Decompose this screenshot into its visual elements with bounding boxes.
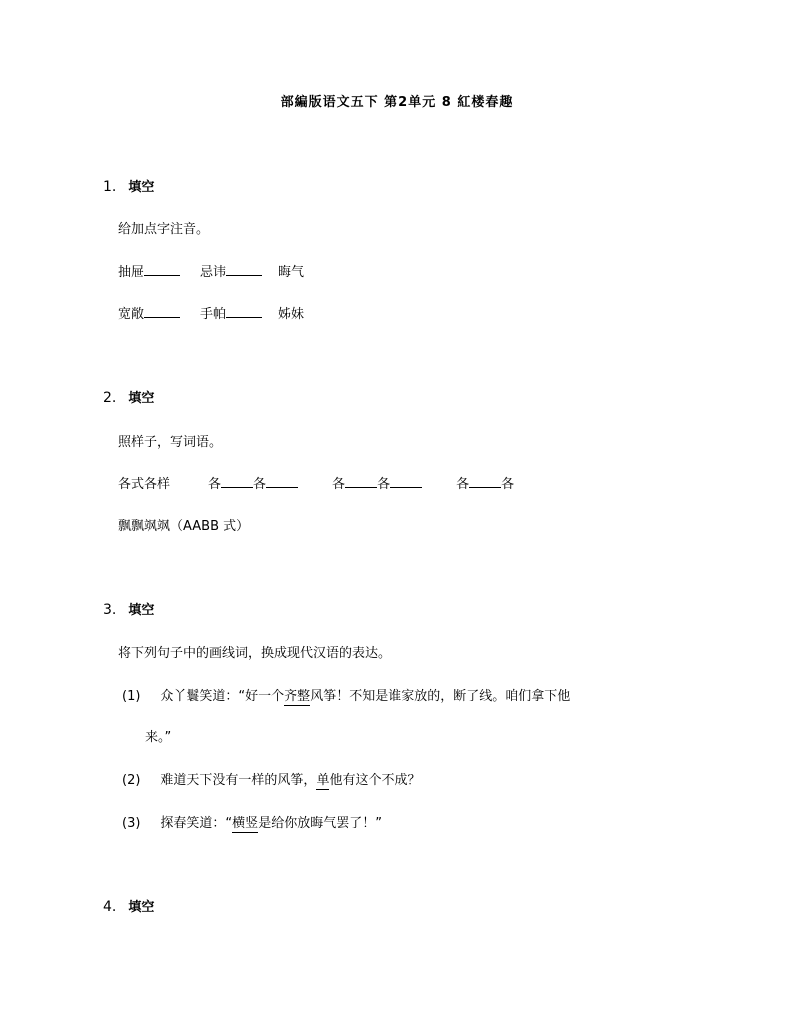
example-word: 各式各样 (118, 477, 171, 492)
answer-blank[interactable] (266, 475, 298, 488)
question-type: 填空 (128, 180, 155, 195)
question-2-example-2: 飘飘飒飒（AABB 式） (118, 519, 250, 534)
question-2-instruction: 照样子，写词语。 (118, 435, 223, 450)
question-2-header (103, 387, 154, 406)
item-label: (1) (122, 689, 141, 704)
question-2-pattern-row (118, 473, 514, 492)
question-type: 填空 (128, 603, 155, 618)
pattern-char: 各 (501, 477, 515, 492)
answer-blank[interactable] (226, 263, 262, 276)
question-1-row-2 (118, 303, 304, 322)
question-3-header (103, 599, 154, 618)
answer-blank[interactable] (144, 263, 180, 276)
question-3-item-1-cont: 来。” (145, 730, 172, 745)
word: 手帕 (200, 307, 227, 322)
pattern-char: 各 (456, 477, 470, 492)
sentence-text: 是给你放晦气罢了！” (258, 816, 382, 831)
question-4-header (103, 896, 154, 915)
question-1-instruction: 给加点字注音。 (118, 222, 210, 237)
pattern-char: 各 (377, 477, 391, 492)
question-type: 填空 (128, 900, 155, 915)
pattern-char: 各 (332, 477, 346, 492)
sentence-text: 众丫鬟笑道：“好一个 (160, 689, 285, 704)
question-number: 3. (103, 602, 117, 618)
answer-blank[interactable] (144, 305, 180, 318)
pattern-char: 各 (208, 477, 222, 492)
item-label: (2) (122, 773, 141, 788)
word: 忌讳 (200, 265, 227, 280)
page-title: 部編版语文五下 第2单元 8 紅楼春趣 (280, 95, 514, 110)
answer-blank[interactable] (226, 305, 262, 318)
question-1-header (103, 176, 154, 195)
underlined-word: 齐整 (284, 689, 311, 704)
question-1-row-1 (118, 261, 304, 280)
sentence-text: 他有这个不成？ (329, 773, 421, 788)
question-3-item-1 (122, 685, 570, 704)
question-type: 填空 (128, 391, 155, 406)
word: 晦气 (278, 265, 305, 280)
word: 姊妹 (278, 307, 305, 322)
answer-blank[interactable] (221, 475, 253, 488)
answer-blank[interactable] (345, 475, 377, 488)
word: 宽敞 (118, 307, 145, 322)
answer-blank[interactable] (390, 475, 422, 488)
sentence-text: 探春笑道：“ (160, 816, 233, 831)
question-3-item-2 (122, 769, 420, 788)
sentence-text: 难道天下没有一样的风筝， (160, 773, 317, 788)
question-number: 2. (103, 390, 117, 406)
underlined-word: 单 (316, 773, 330, 788)
question-number: 4. (103, 899, 117, 915)
question-3-instruction: 将下列句子中的画线词，换成现代汉语的表达。 (118, 646, 392, 661)
question-number: 1. (103, 179, 117, 195)
answer-blank[interactable] (469, 475, 501, 488)
sentence-text: 风筝！不知是谁家放的，断了线。咱们拿下他 (310, 689, 571, 704)
underlined-word: 横竖 (232, 816, 259, 831)
item-label: (3) (122, 816, 141, 831)
question-3-item-3 (122, 812, 382, 831)
word: 抽屉 (118, 265, 145, 280)
pattern-char: 各 (253, 477, 267, 492)
